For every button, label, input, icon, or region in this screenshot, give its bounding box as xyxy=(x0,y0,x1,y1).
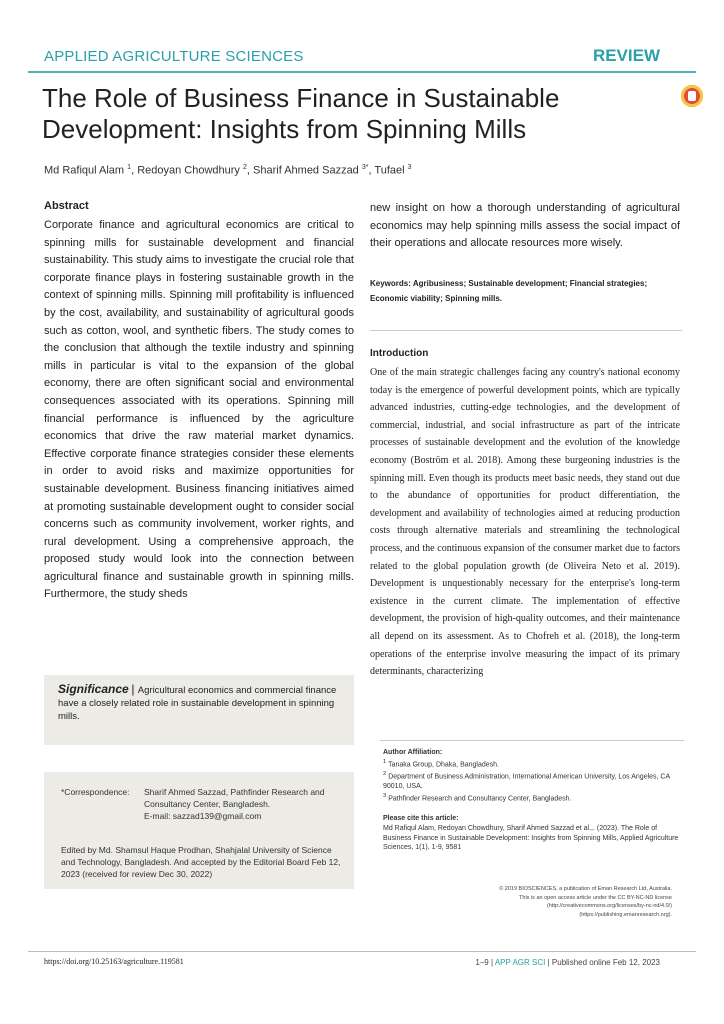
cite-text: Md Rafiqul Alam, Redoyan Chowdhury, Sharif Ahmed Sazzad et al.,. (2023). The Role of Business Finance in Sustainable Development: Insights from Spinning Mills, Applied Agriculture Sciences, 1(1), 1-9, 9581 xyxy=(383,824,679,852)
article-type: REVIEW xyxy=(592,46,660,65)
crossmark-icon[interactable] xyxy=(681,85,703,107)
author-affiliation xyxy=(383,748,683,853)
keywords-divider xyxy=(370,330,682,331)
abstract-body: Corporate finance and agricultural economics are critical to spinning mills for sustainable development and financial sustainability. This study aims to investigate the crucial role that corporate finance plays in fostering sustainable growth in the context of spinning mills. Spinning mill profitability is influenced by the cost, availability, and sustainability of agricultural goods such as cotton, wool, and synthetic fibers. The study comes to the conclusion that although the textile industry and spinning mills in particular is vital to the expansion of the global economy, there are often significant social and environmental consequences associated with its operations. Spinning mill financial performance is influenced by the agriculture economics that drive the raw material market dynamics. Effective corporate finance strategies consider these elements in order to avoid risks and maximize opportunities for sustainable development. Business financing initiatives aimed at promoting sustainable development ought to consider social concerns such as community involvement, worker rights, and rural development. Using a comprehensive approach, the proposed study would look into the connection between agricultural finance and sustainable growth in spinning mills. Furthermore, the study sheds xyxy=(44,219,354,601)
article-title: The Role of Business Finance in Sustainable Development: Insights from Spinning Mills xyxy=(42,83,560,144)
correspondence-email[interactable]: E-mail: sazzad139@gmail.com xyxy=(144,811,262,821)
affiliation-item: Department of Business Administration, International American University, Los Angeles, CA 90010, USA. xyxy=(383,773,670,791)
footer-divider xyxy=(28,951,696,952)
correspondence-label: *Correspondence: xyxy=(61,787,130,797)
author-name: Md Rafiqul Alam xyxy=(44,164,125,177)
license-link[interactable]: (http://creativecommons.org/licenses/by-nc-nd/4.0/) xyxy=(546,903,672,909)
author-name: Sharif Ahmed Sazzad xyxy=(253,164,359,177)
abstract-heading: Abstract xyxy=(44,200,89,212)
copyright-line: This is an open access article under the CC BY-NC-ND license xyxy=(519,894,672,901)
introduction-heading: Introduction xyxy=(370,348,429,359)
correspondence-author: Sharif Ahmed Sazzad, Pathfinder Research and Consultancy Center, Bangladesh. xyxy=(144,787,325,809)
correspondence-box xyxy=(44,772,354,889)
page-range: 1–9 | xyxy=(475,958,494,967)
author-name: Tufael xyxy=(374,164,405,177)
author-sup: 3* xyxy=(361,164,369,171)
abstract-continued: new insight on how a thorough understanding of agricultural economics may help spinning mills assess the social impact of their operations and allocate resources more wisely. xyxy=(370,202,680,250)
affiliation-item: Pathfinder Research and Consultancy Center, Bangladesh. xyxy=(388,795,572,803)
significance-label: Significance xyxy=(58,682,129,696)
publisher-link[interactable]: (https://publishing.emanresearch.org). xyxy=(579,911,672,918)
author-sup: 2 xyxy=(242,164,247,171)
affiliation-sup: 2 xyxy=(383,770,387,777)
author-sup: 1 xyxy=(127,164,132,171)
copyright-notice xyxy=(420,885,672,919)
author-list: Md Rafiqul Alam $^1$, Redoyan Chowdhury $^2$, Sharif Ahmed Sazzad $^{3*}$, Tufael $^3$ xyxy=(44,164,412,177)
doi-link[interactable]: https://doi.org/10.25163/agriculture.119581 xyxy=(44,957,184,966)
copyright-line: © 2019 BIOSCIENCES, a publication of Eman Research Ltd, Australia. xyxy=(499,886,672,892)
keywords: Keywords: Agribusiness; Sustainable development; Financial strategies; Economic viability; Spinning mills. xyxy=(370,279,648,303)
author-sup: 3 xyxy=(407,164,412,171)
significance-text: Agricultural economics and commercial finance have a closely related role in sustainable development in spinning mills. xyxy=(58,685,337,722)
correspondence-text xyxy=(144,786,344,822)
footer-info xyxy=(475,958,660,967)
significance-box: Significance | Agricultural economics and commercial finance have a closely related role in sustainable development in spinning mills. xyxy=(44,675,354,745)
affiliation-item: Tanaka Group, Dhaka, Bangladesh. xyxy=(388,761,499,769)
introduction-body: One of the main strategic challenges facing any country's national economy today is the emergence of powerful development points, which are typically advanced industries, cutting-edge technologies, and the development of commercial, industrial, and social infrastructure as part of the intricate processes of sustainable development and the evolution of the knowledge economy (Boström et al. 2018). Among these burgeoning industries is the spinning mill. Even though its products meet basic needs, they stand out due to the abundance of opportunities for product differentiation, the development and availability of technologies aimed at reducing production costs through alternative materials and streamlining the technological process, and the continuous expansion of the consumer market due to factors related to the global population growth (de Oliveira Neto et al. 2019). Development is unquestionably necessary for the enterprise's long-term existence in the current climate. The implementation of effective development, the provision of high-quality outcomes, and their maintenance all depend on its assessment. As to Chofreh et al. (2018), the long-term operations of the enterprise involve measuring the impact of its primary determinants, characterizing xyxy=(370,367,680,678)
affiliation-heading: Author Affiliation: xyxy=(383,749,443,756)
edited-by: Edited by Md. Shamsul Haque Prodhan, Shahjalal University of Science and Technology, Bangladesh. And accepted by the Editorial Board Feb 12, 2023 (received for review Dec 30, 2022) xyxy=(61,845,341,879)
journal-name: APPLIED AGRICULTURE SCIENCES xyxy=(44,48,304,65)
author-name: Redoyan Chowdhury xyxy=(137,164,240,177)
journal-abbreviation: APP AGR SCI xyxy=(494,958,546,967)
header-divider xyxy=(28,71,696,73)
affiliation-divider xyxy=(380,740,684,741)
affiliation-sup: 1 xyxy=(383,758,387,765)
published-date: | Published online Feb 12, 2023 xyxy=(547,958,660,967)
cite-heading: Please cite this article: xyxy=(383,814,459,822)
affiliation-sup: 3 xyxy=(383,792,387,799)
